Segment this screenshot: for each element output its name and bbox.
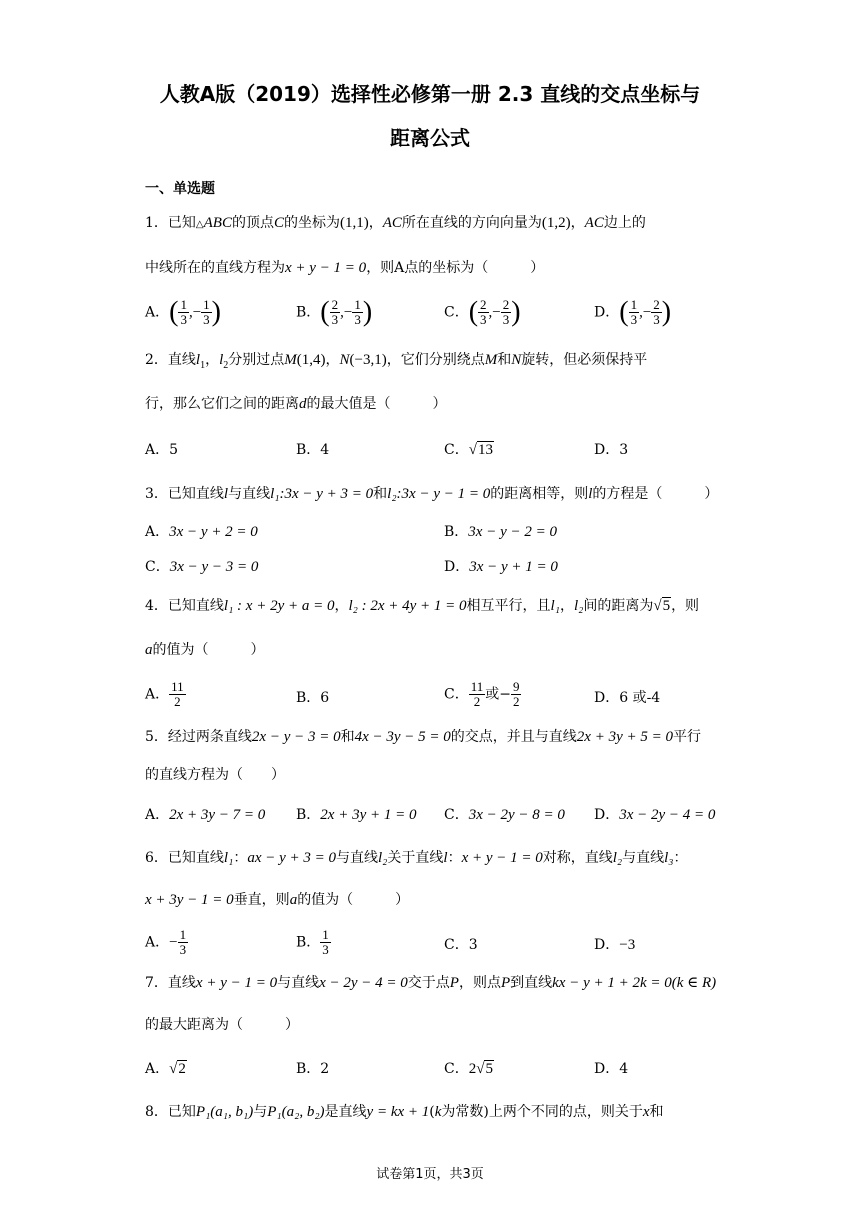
q3-text: 3．已知直线	[145, 486, 224, 502]
distance-d: d	[299, 396, 307, 412]
option-text: 或−	[485, 686, 511, 703]
numerator: 1	[179, 927, 187, 942]
q1-equation: x + y − 1 = 0	[285, 260, 367, 276]
option-equation: 3x − 2y − 4 = 0	[619, 807, 716, 823]
q3-equation-2: l₂:3x − y − 1 = 0	[387, 486, 491, 502]
option-label: C．	[444, 807, 469, 823]
numerator: 2	[480, 297, 487, 312]
q5-equation-1: 2x − y − 3 = 0	[251, 729, 341, 745]
fraction	[511, 680, 522, 709]
point-p: P	[449, 975, 459, 991]
q1-text: ，	[368, 215, 383, 231]
numerator: 2	[653, 297, 660, 312]
fraction	[469, 680, 486, 709]
q4-text: ，	[334, 598, 349, 614]
q2-option-a[interactable]: A．5	[145, 442, 179, 458]
q7-equation-3: kx − y + 1 + 2k = 0(k ∈ R)	[552, 975, 717, 991]
radicand: 5	[662, 598, 671, 614]
q1-ac: AC	[584, 215, 604, 231]
q1-option-d[interactable]	[594, 298, 671, 327]
numerator: 2	[331, 297, 339, 312]
q1-text: 所在直线的方向向量为	[401, 215, 542, 231]
line-l2: l₂	[573, 598, 584, 614]
option-label: C．	[145, 559, 170, 575]
radicand: 5	[485, 1061, 493, 1077]
question-4-line-1	[145, 596, 699, 616]
denominator: 3	[630, 312, 638, 327]
option-equation: 3x − y − 3 = 0	[169, 559, 259, 575]
q6-equation-3: x + 3y − 1 = 0	[145, 892, 234, 908]
denominator: 3	[179, 942, 187, 957]
q6-text: 关于直线	[387, 850, 444, 866]
fraction	[320, 928, 331, 957]
option-equation: 3x − 2y − 8 = 0	[468, 807, 565, 823]
q3-text: 与直线	[228, 486, 271, 502]
line-l2: l₂	[378, 850, 388, 866]
sqrt: √5	[653, 598, 671, 614]
question-2-line-1	[145, 350, 647, 376]
line-l1: l₁	[550, 598, 560, 614]
q8-equation: y = kx + 1	[366, 1104, 430, 1120]
option-equation: 2x + 3y + 1 = 0	[320, 807, 417, 823]
denominator: 3	[480, 312, 487, 327]
numerator: 2	[502, 297, 510, 312]
q2-option-b[interactable]: B．4	[296, 442, 330, 458]
denominator: 3	[203, 312, 210, 327]
q2-text: ，	[205, 352, 220, 368]
question-1-line-1	[145, 213, 646, 235]
q1-option-b[interactable]	[296, 298, 372, 327]
q5-equation-2: 4x − 3y − 5 = 0	[354, 729, 451, 745]
q4-equation-2: l₂ : 2x + 4y + 1 = 0	[348, 598, 467, 614]
minus-sign: −	[169, 934, 178, 951]
line-l1: l₁	[223, 850, 234, 866]
numerator: 1	[630, 297, 638, 312]
question-5-line-2: 的直线方程为（ ）	[145, 767, 285, 783]
point-n: N	[511, 352, 522, 368]
q1-text: ，	[570, 215, 585, 231]
denominator: 3	[354, 312, 361, 327]
variable-a: a	[145, 642, 153, 658]
variable-k: k	[434, 1104, 442, 1120]
option-label: A．	[145, 934, 170, 951]
q1-option-a[interactable]	[145, 298, 221, 327]
option-equation: 3x − y − 2 = 0	[468, 524, 557, 540]
numerator: 1	[203, 297, 210, 312]
comma: ,−	[639, 304, 652, 321]
q3-text: 和	[373, 486, 388, 502]
fraction	[501, 298, 512, 327]
fraction	[651, 298, 662, 327]
q5-text: 平行	[672, 729, 701, 745]
point-n-coords: (−3,1)	[349, 352, 387, 368]
q1-text: 中线所在的直线方程为	[145, 260, 285, 276]
option-label: A．	[145, 807, 170, 823]
fraction	[178, 928, 189, 957]
line-l: l	[223, 486, 229, 502]
question-3-line-1	[145, 484, 718, 504]
option-label: C．	[444, 686, 469, 703]
q6-option-b[interactable]	[296, 928, 331, 957]
q6-option-a[interactable]	[145, 928, 188, 957]
q3-text: 的距离相等，则	[490, 486, 589, 502]
fraction	[629, 298, 640, 327]
q7-text: ，则点	[458, 975, 501, 991]
denominator: 2	[473, 694, 481, 709]
q2-text: 分别过点	[228, 352, 285, 368]
q3-equation-1: l₁:3x − y + 3 = 0	[270, 486, 374, 502]
fraction	[352, 298, 363, 327]
point-p1: P₁(a₁, b₁)	[195, 1104, 254, 1120]
option-label: D．	[594, 304, 620, 321]
paren: )	[661, 296, 672, 328]
q3-option-a[interactable]	[145, 522, 258, 542]
q4-option-a[interactable]	[145, 680, 186, 709]
title-line-1: 人教A版（2019）选择性必修第一册 2.3 直线的交点坐标与	[159, 82, 701, 106]
q4-text: 相互平行，且	[466, 598, 551, 614]
q3-option-c[interactable]	[145, 557, 258, 577]
denominator: 2	[174, 694, 181, 709]
q3-option-d[interactable]	[444, 557, 558, 577]
point-m-coords: (1,4)	[296, 352, 326, 368]
sqrt: √5	[476, 1061, 493, 1077]
q8-text: 是直线	[324, 1104, 367, 1120]
paren: (	[619, 296, 629, 328]
q8-text: 与	[253, 1104, 268, 1120]
question-6-line-2	[145, 890, 409, 910]
coefficient: 2	[468, 1061, 477, 1077]
option-label: B．	[296, 807, 321, 823]
point-p2: P₁(a₂, b₂)	[267, 1104, 325, 1120]
q1-vertex-c: C	[273, 215, 284, 231]
comma: ,−	[488, 304, 501, 321]
q2-text: 直线	[167, 352, 196, 368]
fraction	[169, 680, 186, 709]
q1-number: 1．	[145, 215, 168, 231]
q2-text: 的最大值是（ ）	[306, 396, 447, 412]
q6-option-c[interactable]: C．3	[444, 937, 478, 953]
variable-x: x	[642, 1104, 650, 1120]
denominator: 2	[512, 694, 520, 709]
question-7-line-2: 的最大距离为（ ）	[145, 1017, 299, 1033]
q8-text: 8．已知	[145, 1104, 196, 1120]
point-p: P	[500, 975, 511, 991]
numerator: 1	[354, 297, 361, 312]
denominator: 3	[322, 942, 329, 957]
question-8-line-1	[145, 1102, 664, 1122]
q4-text: 4．已知直线	[145, 598, 224, 614]
q7-text: 7．直线	[145, 975, 196, 991]
numerator: 11	[171, 679, 184, 694]
q7-text: 交于点	[407, 975, 450, 991]
line-l3: l₃	[664, 850, 674, 866]
q6-text: ：	[673, 850, 688, 866]
q3-option-b[interactable]	[444, 522, 557, 542]
option-label: C．	[444, 1061, 469, 1077]
q1-option-c[interactable]	[444, 298, 521, 327]
q4-text: 间的距离为	[583, 598, 654, 614]
fraction	[478, 298, 489, 327]
option-equation: 3x − y + 1 = 0	[469, 559, 558, 575]
q6-text: ：	[233, 850, 248, 866]
section-heading: 一、单选题	[145, 181, 215, 197]
q8-text: (	[429, 1104, 435, 1120]
fraction	[201, 298, 212, 327]
q4-option-d[interactable]: D．6 或-4	[594, 690, 661, 706]
q6-equation-1: ax − y + 3 = 0	[247, 850, 336, 866]
paren: (	[468, 296, 479, 328]
option-label: B．	[296, 304, 321, 321]
q6-text: 6．已知直线	[145, 850, 224, 866]
question-6-line-1	[145, 848, 688, 868]
q1-text: 的坐标为	[283, 215, 340, 231]
paren: )	[211, 296, 221, 328]
q2-text: 行，那么它们之间的距离	[145, 396, 299, 412]
q5-option-c[interactable]	[444, 805, 565, 825]
option-equation: 2x + 3y − 7 = 0	[169, 807, 266, 823]
q6-text: 垂直，则	[233, 892, 290, 908]
q8-text: 为常数)上两个不同的点，则关于	[441, 1104, 643, 1120]
q4-option-c[interactable]	[444, 680, 521, 709]
q1-vector: (1,2)	[541, 215, 571, 231]
q5-option-b[interactable]	[296, 805, 416, 825]
q1-text: 边上的	[603, 215, 646, 231]
q1-abc: ABC	[203, 215, 232, 231]
subscript: 2	[223, 359, 229, 371]
q5-text: 的交点，并且与直线	[450, 729, 577, 745]
point-m: M	[284, 352, 297, 368]
option-label: D．	[594, 807, 620, 823]
denominator: 3	[180, 312, 187, 327]
q5-text: 和	[340, 729, 355, 745]
q6-text: 与直线	[336, 850, 378, 866]
q7-option-c[interactable]	[444, 1059, 494, 1079]
q6-text: ：	[447, 850, 462, 866]
q2-option-c[interactable]	[444, 440, 494, 460]
q4-text: ，	[559, 598, 574, 614]
q7-text: 与直线	[277, 975, 320, 991]
paren: )	[362, 296, 373, 328]
fraction	[330, 298, 341, 327]
question-7-line-1	[145, 973, 716, 993]
q1-ac: AC	[382, 215, 402, 231]
q2-text: 旋转，但必须保持平	[521, 352, 648, 368]
q4-equation-1: l₁ : x + 2y + a = 0	[223, 598, 335, 614]
q7-text: 到直线	[510, 975, 553, 991]
q1-point: (1,1)	[339, 215, 369, 231]
q2-text: ，	[325, 352, 340, 368]
option-label: A．	[145, 304, 170, 321]
radicand: 13	[477, 442, 493, 458]
question-5-line-1	[145, 727, 701, 747]
fraction	[178, 298, 189, 327]
q7-option-a[interactable]	[145, 1059, 187, 1079]
denominator: 3	[331, 312, 339, 327]
sqrt: √13	[468, 442, 493, 458]
q2-option-d[interactable]: D．3	[594, 442, 629, 458]
option-label: A．	[145, 524, 170, 540]
q6-text: 对称，直线	[542, 850, 613, 866]
line-l2: l	[219, 352, 224, 368]
radicand: 2	[178, 1061, 186, 1077]
triangle-symbol: △	[195, 219, 204, 230]
subscript: 1	[200, 359, 206, 371]
option-equation: 3x − y + 2 = 0	[169, 524, 258, 540]
option-label: C．	[444, 442, 469, 458]
paren: (	[169, 296, 179, 328]
option-label: D．	[444, 559, 470, 575]
line-l: l	[443, 850, 448, 866]
paren: (	[320, 296, 330, 328]
question-4-line-2	[145, 640, 265, 660]
option-label: B．	[444, 524, 469, 540]
denominator: 3	[653, 312, 660, 327]
q2-text: 和	[497, 352, 512, 368]
q8-text: 和	[649, 1104, 664, 1120]
option-label: A．	[145, 1061, 170, 1077]
q7-equation-2: x − 2y − 4 = 0	[319, 975, 408, 991]
denominator: 3	[502, 312, 510, 327]
page-footer: 试卷第1页，共3页	[376, 1167, 484, 1182]
q6-text: 与直线	[622, 850, 665, 866]
q1-text: 的顶点	[231, 215, 274, 231]
q6-option-d[interactable]	[594, 935, 635, 955]
option-label: A．	[145, 686, 170, 703]
q4-text: ，则	[671, 598, 700, 614]
option-label: D．	[594, 937, 620, 953]
point-m: M	[484, 352, 498, 368]
option-label: B．	[296, 934, 321, 951]
q4-option-b[interactable]: B．6	[296, 690, 330, 706]
variable-a: a	[289, 892, 298, 908]
numerator: 9	[512, 679, 520, 694]
q7-option-b[interactable]: B．2	[296, 1061, 330, 1077]
q2-number: 2．	[145, 352, 168, 368]
q1-text: 已知	[167, 215, 196, 231]
q2-text: ，它们分别绕点	[386, 352, 485, 368]
question-2-line-2	[145, 394, 447, 414]
line-l: l	[588, 486, 593, 502]
line-l1: l	[195, 352, 201, 368]
title-line-2: 距离公式	[390, 126, 470, 150]
q3-text: 的方程是（ ）	[592, 486, 719, 502]
q1-text: ，则A点的坐标为（ ）	[366, 260, 545, 276]
comma: ,−	[188, 304, 202, 321]
option-label: C．	[444, 304, 469, 321]
line-l2: l₂	[612, 850, 623, 866]
option-value: −3	[619, 937, 636, 953]
paren: )	[511, 296, 521, 328]
q5-option-a[interactable]	[145, 805, 265, 825]
q6-equation-2: x + y − 1 = 0	[461, 850, 543, 866]
q5-option-d[interactable]	[594, 805, 715, 825]
point-n: N	[339, 352, 350, 368]
sqrt: √2	[169, 1061, 186, 1077]
q5-equation-3: 2x + 3y + 5 = 0	[576, 729, 673, 745]
q5-text: 5．经过两条直线	[145, 729, 252, 745]
q6-text: 的值为（ ）	[297, 892, 410, 908]
numerator: 11	[470, 679, 484, 694]
question-1-line-2	[145, 258, 544, 278]
q4-text: 的值为（ ）	[152, 642, 265, 658]
numerator: 1	[322, 927, 329, 942]
q7-option-d[interactable]: D．4	[594, 1061, 629, 1077]
comma: ,−	[340, 304, 353, 321]
q7-equation-1: x + y − 1 = 0	[195, 975, 278, 991]
numerator: 1	[180, 297, 187, 312]
